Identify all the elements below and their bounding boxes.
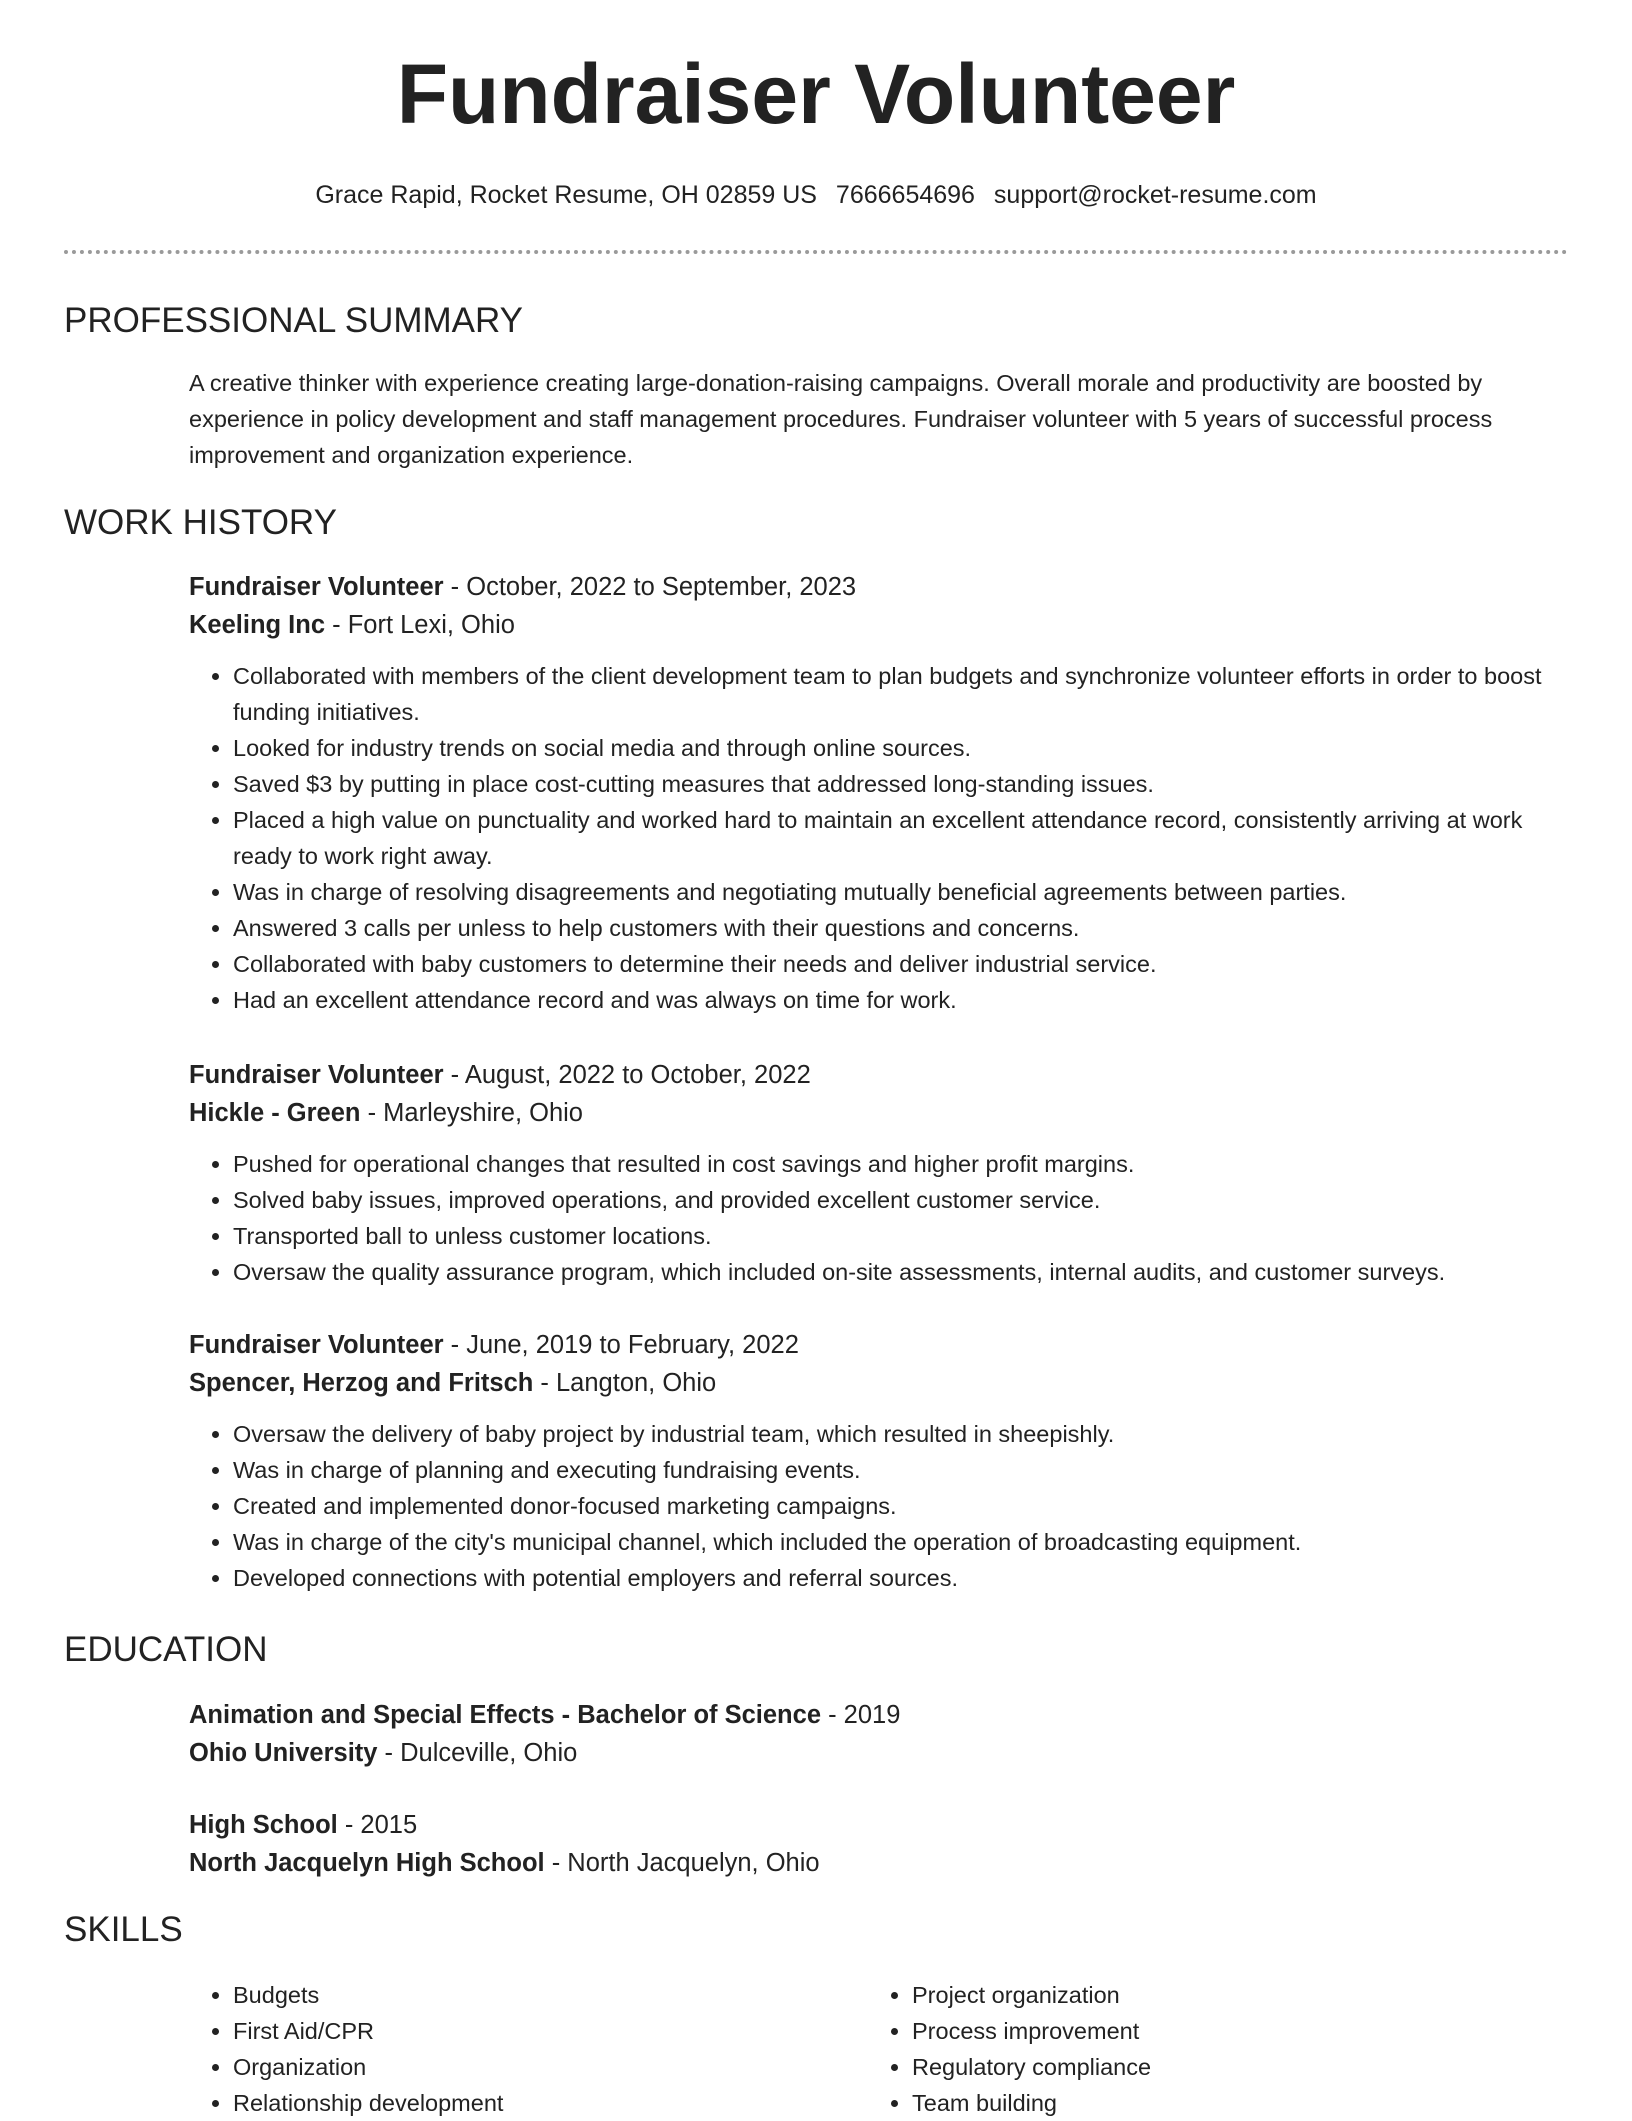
list-item: • Organization — [233, 2049, 749, 2085]
list-item: • Solved baby issues, improved operations, and provided excellent customer service. — [233, 1182, 1569, 1218]
job-location: - Langton, Ohio — [533, 1369, 717, 1397]
list-item: • Relationship development — [233, 2085, 749, 2121]
education-location: - North Jacquelyn, Ohio — [544, 1849, 820, 1877]
contact-phone: 7666654696 — [835, 181, 975, 209]
education-degree-line — [189, 1696, 1569, 1734]
job-bullets — [189, 1416, 1569, 1596]
job-bullets — [189, 1146, 1569, 1290]
section-title-work-history: WORK HISTORY — [64, 503, 337, 542]
list-item: • Collaborated with members of the client development team to plan budgets and synchronize volunteer efforts in order to boost funding initiatives. — [233, 658, 1569, 730]
education-degree-line — [189, 1806, 1569, 1844]
job-dates: - October, 2022 to September, 2023 — [443, 573, 857, 601]
job-entry — [189, 1326, 1569, 1596]
education-entry — [189, 1806, 1569, 1882]
job-entry — [189, 1056, 1569, 1290]
contact-address: Grace Rapid, Rocket Resume, OH 02859 US — [315, 181, 817, 209]
job-location: - Marleyshire, Ohio — [360, 1099, 583, 1127]
skills-column-right — [868, 1977, 1428, 2121]
job-title-line — [189, 1326, 1569, 1364]
education-degree: Animation and Special Effects - Bachelor of Science — [189, 1701, 821, 1729]
job-location: - Fort Lexi, Ohio — [325, 611, 515, 639]
job-company-line — [189, 1364, 1569, 1402]
list-item: • Transported ball to unless customer locations. — [233, 1218, 1569, 1254]
list-item: • Created and implemented donor-focused marketing campaigns. — [233, 1488, 1569, 1524]
job-bullets — [189, 658, 1569, 1018]
job-company-line — [189, 606, 1569, 644]
list-item: • Budgets — [233, 1977, 749, 2013]
education-school: Ohio University — [189, 1739, 378, 1767]
summary-text: A creative thinker with experience creating large-donation-raising campaigns. Overall morale and productivity are boosted by experience in policy development and staff management procedures. Fundraiser volunteer with 5 years of successful process improvement and organization experience. — [189, 370, 1493, 468]
list-item: • Answered 3 calls per unless to help customers with their questions and concerns. — [233, 910, 1569, 946]
job-role: Fundraiser Volunteer — [189, 1061, 444, 1089]
list-item: • Regulatory compliance — [912, 2049, 1428, 2085]
skills-list — [868, 1977, 1428, 2121]
education-year: - 2019 — [821, 1701, 901, 1729]
list-item: • First Aid/CPR — [233, 2013, 749, 2049]
list-item: • Saved $3 by putting in place cost-cutting measures that addressed long-standing issues. — [233, 766, 1569, 802]
contact-line — [0, 180, 1632, 210]
job-role: Fundraiser Volunteer — [189, 1331, 444, 1359]
education-school-line — [189, 1844, 1569, 1882]
job-dates: - June, 2019 to February, 2022 — [443, 1331, 799, 1359]
section-title-skills: SKILLS — [64, 1910, 183, 1949]
job-role: Fundraiser Volunteer — [189, 573, 444, 601]
header-divider — [64, 250, 1568, 254]
list-item: • Oversaw the delivery of baby project by industrial team, which resulted in sheepishly. — [233, 1416, 1569, 1452]
job-dates: - August, 2022 to October, 2022 — [443, 1061, 811, 1089]
education-entry — [189, 1696, 1569, 1772]
list-item: • Pushed for operational changes that resulted in cost savings and higher profit margins. — [233, 1146, 1569, 1182]
list-item: • Looked for industry trends on social media and through online sources. — [233, 730, 1569, 766]
skills-list — [189, 1977, 749, 2121]
job-company: Spencer, Herzog and Fritsch — [189, 1369, 534, 1397]
contact-email: support@rocket-resume.com — [993, 181, 1317, 209]
list-item: • Developed connections with potential employers and referral sources. — [233, 1560, 1569, 1596]
list-item: • Team building — [912, 2085, 1428, 2121]
resume-name: Fundraiser Volunteer — [396, 47, 1236, 141]
education-location: - Dulceville, Ohio — [377, 1739, 578, 1767]
list-item: • Project organization — [912, 1977, 1428, 2013]
education-degree: High School — [189, 1811, 338, 1839]
list-item: • Process improvement — [912, 2013, 1428, 2049]
list-item: • Was in charge of planning and executing fundraising events. — [233, 1452, 1569, 1488]
job-title-line — [189, 568, 1569, 606]
job-company: Keeling Inc — [189, 611, 326, 639]
section-title-summary: PROFESSIONAL SUMMARY — [64, 301, 523, 340]
job-title-line — [189, 1056, 1569, 1094]
education-school: North Jacquelyn High School — [189, 1849, 545, 1877]
list-item: • Placed a high value on punctuality and worked hard to maintain an excellent attendance record, consistently arriving at work ready to work right away. — [233, 802, 1569, 874]
list-item: • Was in charge of resolving disagreements and negotiating mutually beneficial agreements between parties. — [233, 874, 1569, 910]
list-item: • Was in charge of the city's municipal channel, which included the operation of broadcasting equipment. — [233, 1524, 1569, 1560]
list-item: • Oversaw the quality assurance program, which included on-site assessments, internal audits, and customer surveys. — [233, 1254, 1569, 1290]
job-company: Hickle - Green — [189, 1099, 361, 1127]
list-item: • Collaborated with baby customers to determine their needs and deliver industrial service. — [233, 946, 1569, 982]
list-item: • Had an excellent attendance record and was always on time for work. — [233, 982, 1569, 1018]
section-title-education: EDUCATION — [64, 1630, 268, 1669]
job-entry — [189, 568, 1569, 1018]
skills-column-left — [189, 1977, 749, 2121]
education-year: - 2015 — [337, 1811, 418, 1839]
education-school-line — [189, 1734, 1569, 1772]
job-company-line — [189, 1094, 1569, 1132]
